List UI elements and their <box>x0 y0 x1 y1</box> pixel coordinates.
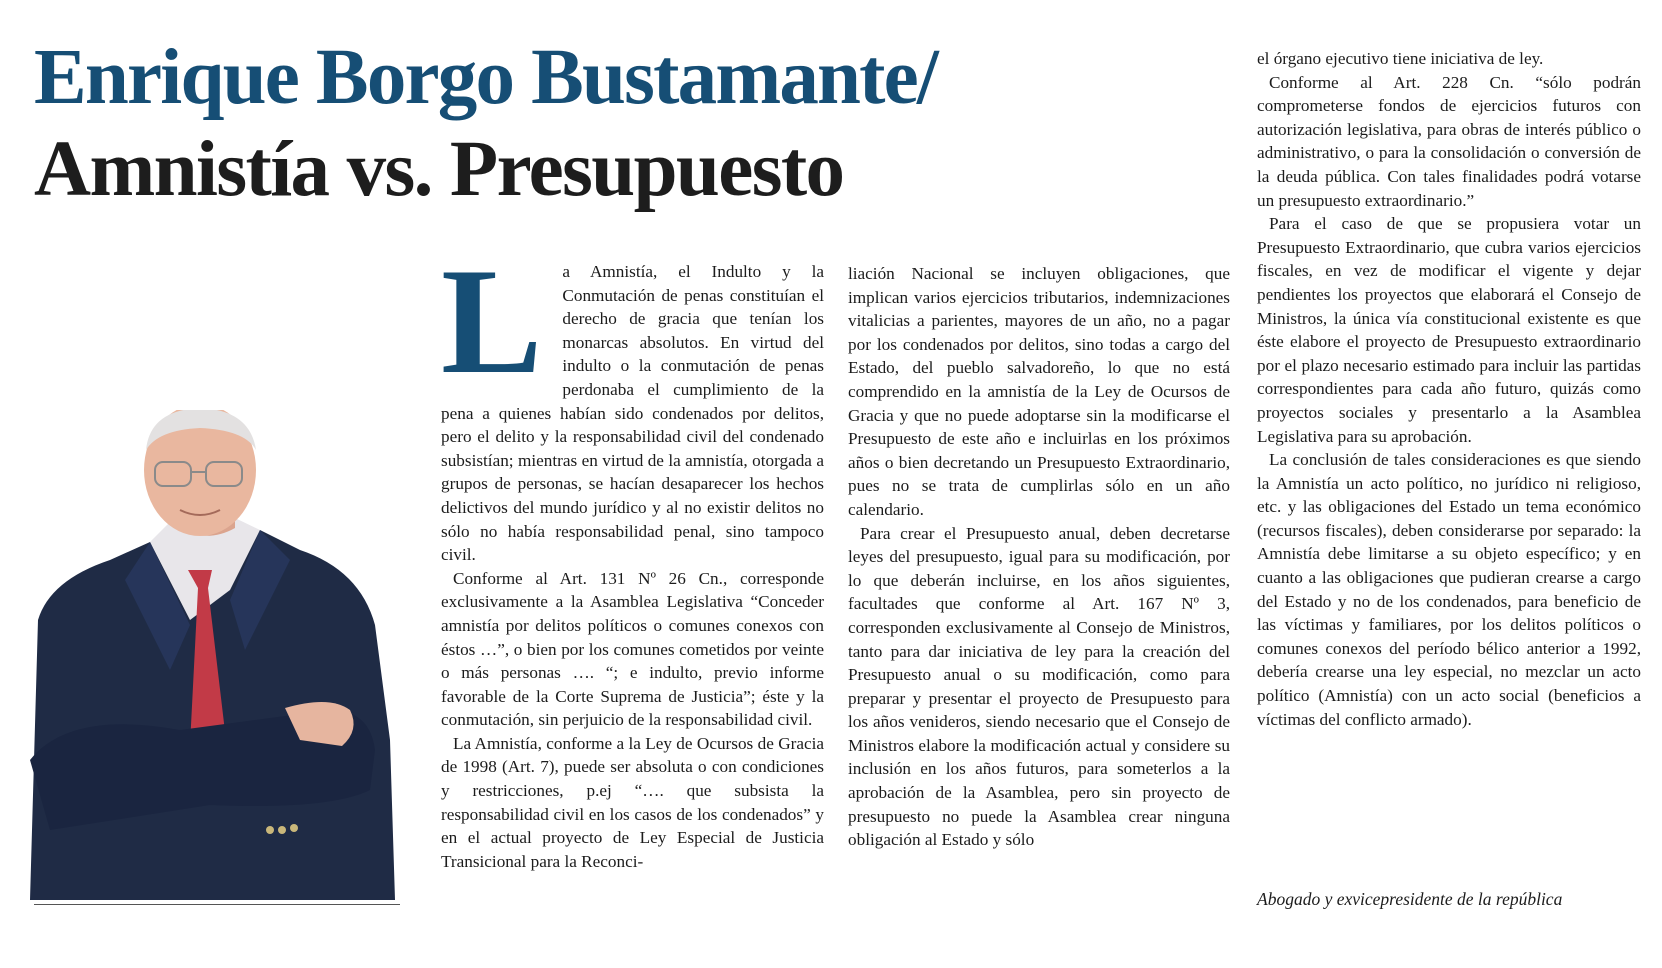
headline-author: Enrique Borgo Bustamante/ <box>34 34 938 121</box>
paragraph: el órgano ejecutivo tiene iniciativa de ley. <box>1257 49 1544 68</box>
article-column-1 <box>441 237 824 873</box>
paragraph: Para el caso de que se propusiera votar un Presupuesto Extraordinario, que cubra varios ejercicios fiscales, en vez de modificar el vigente y dejar pendientes los proyectos que elaborará el Consejo de Ministros, la única vía constitucional existente es que éste elabore el proyecto de Presupuesto extraordinario por el plazo necesario estimado para incluir las partidas correspondientes para cada año futuro, quizás como proyectos sociales y presentarlo a la Asamblea Legislativa para su aprobación. <box>1257 214 1641 446</box>
author-byline: Abogado y exvicepresidente de la república <box>1257 889 1563 909</box>
headline <box>34 34 938 213</box>
paragraph: liación Nacional se incluyen obligaciones, que implican varios ejercicios tributarios, indemnizaciones vitalicias a parientes, mayores de un año, no a pagar por los condenados por delitos, sino todas a cargo del Estado, del pueblo salvadoreño, lo que no está comprendido en la amnistía de la Ley de Ocursos de Gracia y que no puede adoptarse sin la modificarse el Presupuesto de este año e incluirlas en los próximos años o bien decretando un Presupuesto Extraordinario, pues no se trata de cumplirlas sólo en un año calendario. <box>848 264 1230 519</box>
paragraph: La Amnistía, conforme a la Ley de Ocursos de Gracia de 1998 (Art. 7), puede ser absoluta o con condiciones y restricciones, p.ej “…. que subsista la responsabilidad civil en los casos de los condenados” y en el actual proyecto de Ley Especial de Justicia Transicional para la Reconci- <box>441 733 824 871</box>
paragraph: a Amnistía, el Indulto y la Conmutación de penas constituían el derecho de gracia que tenían los monarcas absolutos. En virtud del indulto o la conmutación de penas perdonaba el cumplimiento de la pena a quienes habían sido condenados por delitos, pero el delito y la responsabilidad civil del condenado subsistían; mientras en virtud de la amnistía, otorgada a grupos de personas, se hacían desaparecer los hechos delictivos del mundo jurídico y al no existir delitos no sólo no había responsabilidad penal, sino tampoco civil. <box>441 262 824 565</box>
author-photo <box>30 410 400 900</box>
paragraph: Conforme al Art. 131 Nº 26 Cn., corresponde exclusivamente a la Asamblea Legislativa “Conceder amnistía por delitos políticos o comunes conexos con éstos …”, o bien por los comunes cometidos por veinte o más personas …. “; e indulto, previo informe favorable de la Corte Suprema de Justicia”; éste y la conmutación, sin perjuicio de la responsabilidad civil. <box>441 568 824 730</box>
paragraph: Para crear el Presupuesto anual, deben decretarse leyes del presupuesto, igual para su modificación, por lo que deberán incluirse, en los años siguientes, facultades que conforme al Art. 167 Nº 3, corresponden exclusivamente al Consejo de Ministros, tanto para dar iniciativa de ley para la creación del Presupuesto anual o su modificación, como para preparar y presentar el proyecto de Presupuesto para los años venideros, siendo necesario que el Consejo de Ministros elabore la modificación actual y considere su inclusión en los años futuros, para someterlos a la aprobación de la Asamblea, pero sin proyecto de presupuesto no puede la Asamblea crear ninguna obligación al Estado y sólo <box>848 523 1230 850</box>
paragraph: La conclusión de tales consideraciones es que siendo la Amnistía un acto político, no jurídico ni religioso, etc. y las obligaciones del Estado un tema económico (recursos fiscales), deben considerarse por separado: la Amnistía debe limitarse a su objeto específico; y en cuanto a las obligaciones que pudieran crearse a cargo del Estado y no de los condenados, para beneficio de las víctimas y familiares, por los delitos políticos o comunes conexos del período bélico anterior a 1992, debería crearse una ley especial, no mezclar un acto político (Amnistía) con un acto social (beneficios a víctimas del conflicto armado). <box>1257 450 1641 729</box>
article-column-3 <box>1257 47 1641 731</box>
drop-cap: L <box>441 237 543 405</box>
paragraph: Conforme al Art. 228 Cn. “sólo podrán comprometerse fondos de ejercicios futuros con autorización legislativa, para obras de interés público o administrativo, o para la consolidación o conversión de la deuda pública. Con tales finalidades podrá votarse un presupuesto extraordinario.” <box>1257 72 1641 210</box>
headline-title: Amnistía vs. Presupuesto <box>34 126 844 213</box>
article-column-2 <box>848 262 1230 852</box>
photo-divider <box>34 904 400 905</box>
